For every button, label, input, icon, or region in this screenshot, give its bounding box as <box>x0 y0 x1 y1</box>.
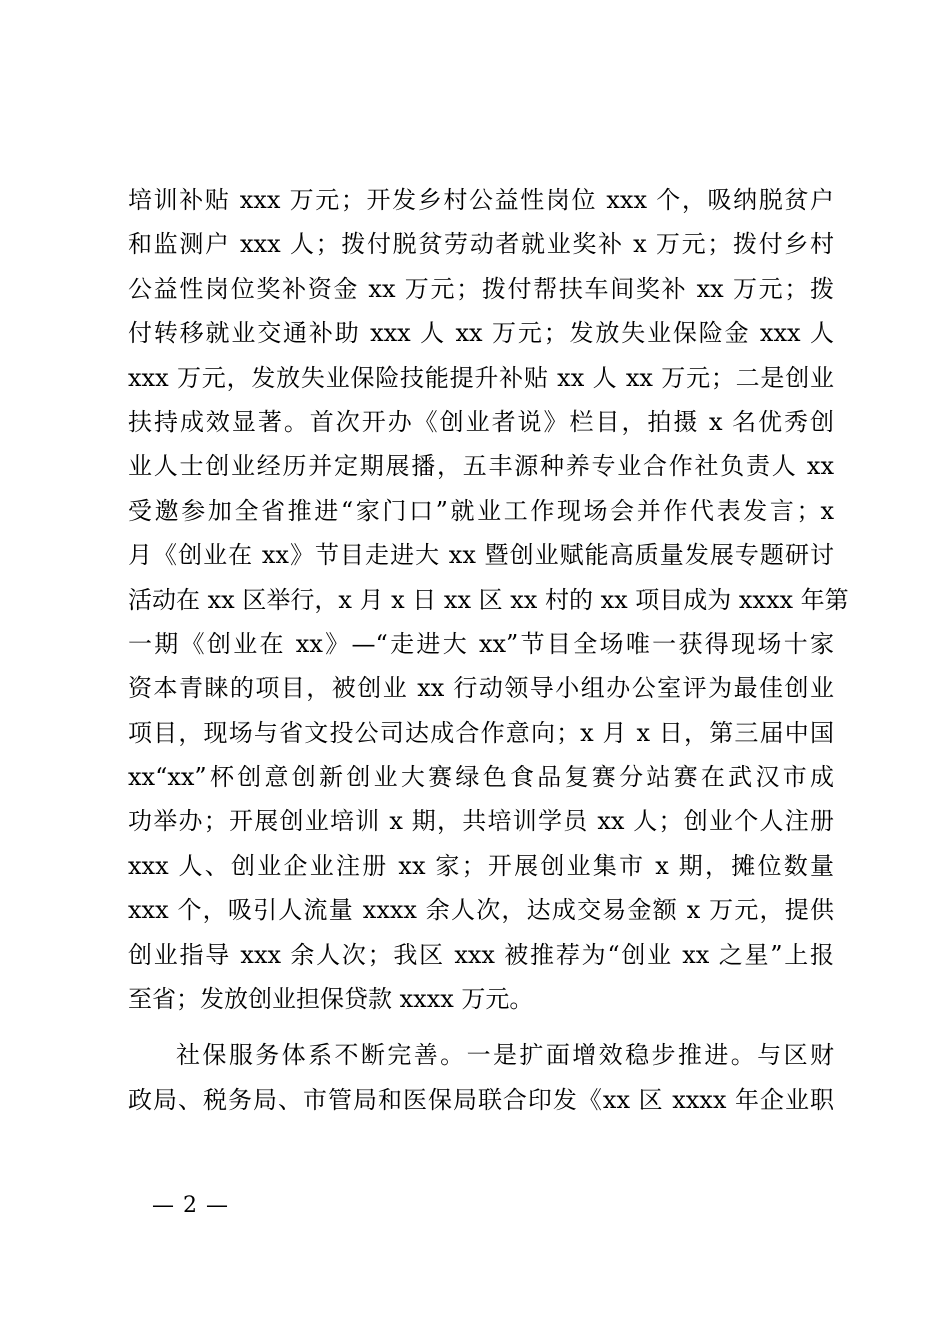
text-line: 受邀参加全省推进“家门口”就业工作现场会并作代表发言；x <box>128 496 834 525</box>
text-line: 功举办；开展创业培训 x 期，共培训学员 xx 人；创业个人注册 <box>128 807 834 836</box>
page-number: — 2 — <box>152 1193 229 1218</box>
text-line: xxx 人、创业企业注册 xx 家；开展创业集市 x 期，摊位数量 <box>128 851 834 880</box>
paragraph-1 <box>128 178 849 1021</box>
text-line: 培训补贴 xxx 万元；开发乡村公益性岗位 xxx 个，吸纳脱贫户 <box>128 186 834 214</box>
text-line: 项目，现场与省文投公司达成合作意向；x 月 x 日，第三届中国 <box>128 718 834 747</box>
text-line: 月《创业在 xx》节目走进大 xx 暨创业赋能高质量发展专题研讨 <box>128 541 834 570</box>
text-line: 资本青睐的项目，被创业 xx 行动领导小组办公室评为最佳创业 <box>128 674 834 703</box>
text-line: xx“xx”杯创意创新创业大赛绿色食品复赛分站赛在武汉市成 <box>128 763 834 792</box>
text-line: xxx 万元，发放失业保险技能提升补贴 xx 人 xx 万元；二是创业 <box>128 363 834 392</box>
text-line: 扶持成效显著。首次开办《创业者说》栏目，拍摄 x 名优秀创 <box>128 407 834 436</box>
text-line: 政局、税务局、市管局和医保局联合印发《xx 区 xxxx 年企业职 <box>128 1085 834 1114</box>
text-line: 活动在 xx 区举行，x 月 x 日 xx 区 xx 村的 xx 项目成为 xxxx 年第 <box>128 585 849 614</box>
text-line: 和监测户 xxx 人；拨付脱贫劳动者就业奖补 x 万元；拨付乡村 <box>128 230 834 259</box>
text-line: 公益性岗位奖补资金 xx 万元；拨付帮扶车间奖补 xx 万元；拨 <box>128 274 834 303</box>
paragraph-2 <box>128 1033 834 1122</box>
text-line: 付转移就业交通补助 xxx 人 xx 万元；发放失业保险金 xxx 人 <box>128 319 834 348</box>
paragraph-spacing <box>128 1021 834 1033</box>
text-line: 创业指导 xxx 余人次；我区 xxx 被推荐为“创业 xx 之星”上报 <box>128 940 834 969</box>
body-text <box>128 178 849 1122</box>
text-line: 业人士创业经历并定期展播，五丰源种养专业合作社负责人 xx <box>128 452 834 481</box>
text-line: 至省；发放创业担保贷款 xxxx 万元。 <box>128 985 534 1014</box>
text-line: 一期《创业在 xx》—“走进大 xx”节目全场唯一获得现场十家 <box>128 629 834 658</box>
text-line: xxx 个，吸引人流量 xxxx 余人次，达成交易金额 x 万元，提供 <box>128 896 834 925</box>
text-line: 社保服务体系不断完善。一是扩面增效稳步推进。与区财 <box>176 1041 834 1070</box>
